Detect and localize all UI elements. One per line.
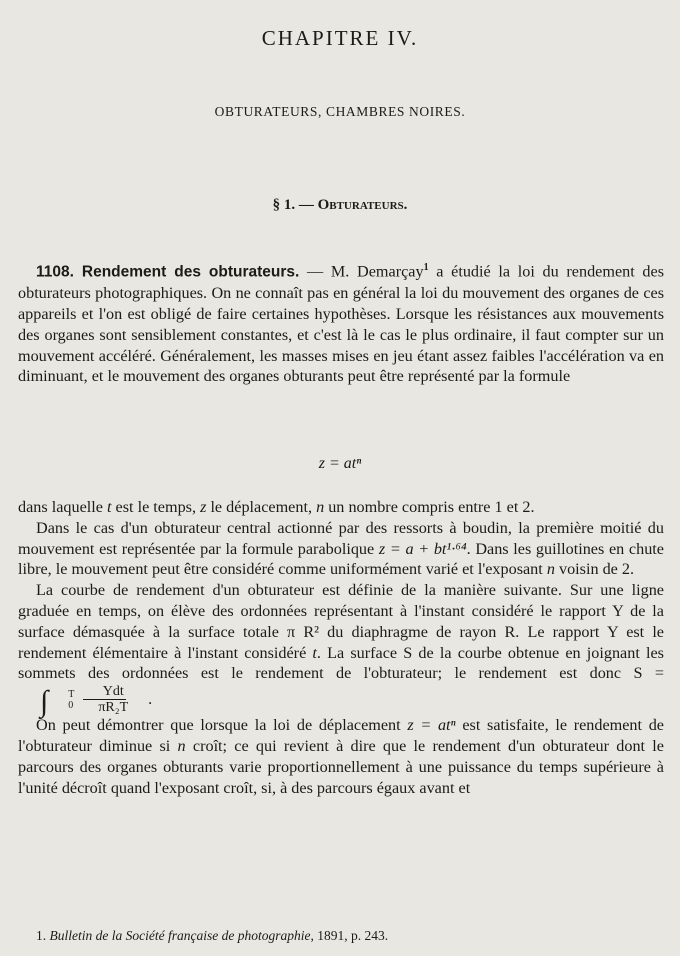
footnote-source: Bulletin de la Société française de photographie (49, 928, 311, 943)
inline-formula: z = a + bt¹·⁶⁴ (378, 539, 467, 558)
section-title: Obturateurs. (317, 197, 408, 213)
text-run: dans laquelle (18, 498, 107, 516)
paragraph-1108 (18, 258, 664, 387)
footnote (36, 928, 388, 944)
section-heading (0, 197, 680, 214)
text-run: croît; ce qui revient à dire que le rendement d'un obturateur dont le parcours des organes obturants varie proportionnellement à une puissance du temps supérieure à l'unité décroît quand l'exposant croît, si, à des parcours égaux avant et (18, 736, 664, 797)
text-run: un nombre compris entre 1 et 2. (324, 498, 535, 516)
text-run: On peut démontrer que lorsque la loi de déplacement (36, 716, 408, 735)
variable-t: t (107, 498, 112, 516)
integral-limits (50, 689, 74, 711)
paragraph-2 (18, 497, 664, 518)
chapter-subtitle: OBTURATEURS, CHAMBRES NOIRES. (214, 104, 466, 119)
paragraph-4 (18, 580, 664, 718)
variable-t: t (312, 643, 317, 662)
text-run: est satisfaite, le rendement de l'obturateur diminue si (18, 716, 664, 755)
paragraph-5 (18, 715, 664, 798)
integral-formula (18, 684, 153, 718)
inline-formula: z = atⁿ (407, 716, 456, 735)
variable-n: n (316, 498, 325, 516)
paragraph (18, 258, 664, 387)
paragraph-text: a étudié la loi du rendement des obturateurs photographiques. On ne connaît pas en général la loi du mouvement des organes de ces appareils et l'on est obligé de faire certaines hypothèses. Lorsque les résistances aux mouvements des organes sont sensiblement constantes, et c'est là le cas le plus ordinaire, il faut compter sur un mouvement accéléré. Généralement, les masses mises en jeu étant assez faibles l'accélération va en diminuant, et le mouvement des organes obturants peut être représenté par la formule (18, 262, 665, 386)
paragraph-3 (18, 518, 664, 580)
text-run: . La surface S de la courbe obtenue en joignant les sommets des ordonnées est le rendement de l'obturateur; le rendement est donc S = (18, 643, 664, 683)
text-run: . Dans les guillotines en chute libre, le mouvement peut être considéré comme uniformément varié et l'exposant (18, 539, 664, 579)
paragraph-lead: — M. Demarçay (299, 262, 424, 281)
integral-upper-limit: T (68, 688, 75, 700)
fraction-denominator: πR₂T (98, 700, 129, 716)
fraction (80, 684, 128, 715)
formula-z-at-n: z = atⁿ (318, 455, 362, 472)
text-run: La courbe de rendement d'un obturateur est définie de la manière suivante. Sur une ligne graduée en temps, on élève des ordonnées représentant à l'instant considéré le rapport Y de la surface démasquée à la surface totale π R² du diaphragme de rayon R. Le rapport Y est le rendement élémentaire à l'instant considéré (18, 581, 664, 662)
variable-n: n (177, 736, 186, 755)
integral-sign: ∫ (40, 684, 49, 718)
integral-lower-limit: 0 (68, 699, 74, 711)
variable-z: z (200, 498, 207, 516)
section-number: § 1. — (272, 197, 314, 213)
text-run: le déplacement, (206, 498, 317, 516)
text-run: est le temps, (111, 498, 201, 516)
text-run: . (148, 690, 153, 709)
footnote-number: 1. (36, 928, 47, 943)
footnote-details: , 1891, p. 243. (310, 928, 389, 943)
variable-n: n (546, 560, 555, 579)
fraction-numerator: Ydt (83, 684, 126, 700)
chapter-title: CHAPITRE IV. (261, 26, 419, 50)
article-heading: 1108. Rendement des obturateurs. (36, 263, 300, 281)
footnote-reference: 1 (423, 262, 429, 273)
text-run: Dans le cas d'un obturateur central actionné par des ressorts à boudin, la première moitié du mouvement est représentée par la formule parabolique (18, 518, 664, 558)
text-run: voisin de 2. (554, 560, 635, 579)
body-text (18, 497, 664, 798)
